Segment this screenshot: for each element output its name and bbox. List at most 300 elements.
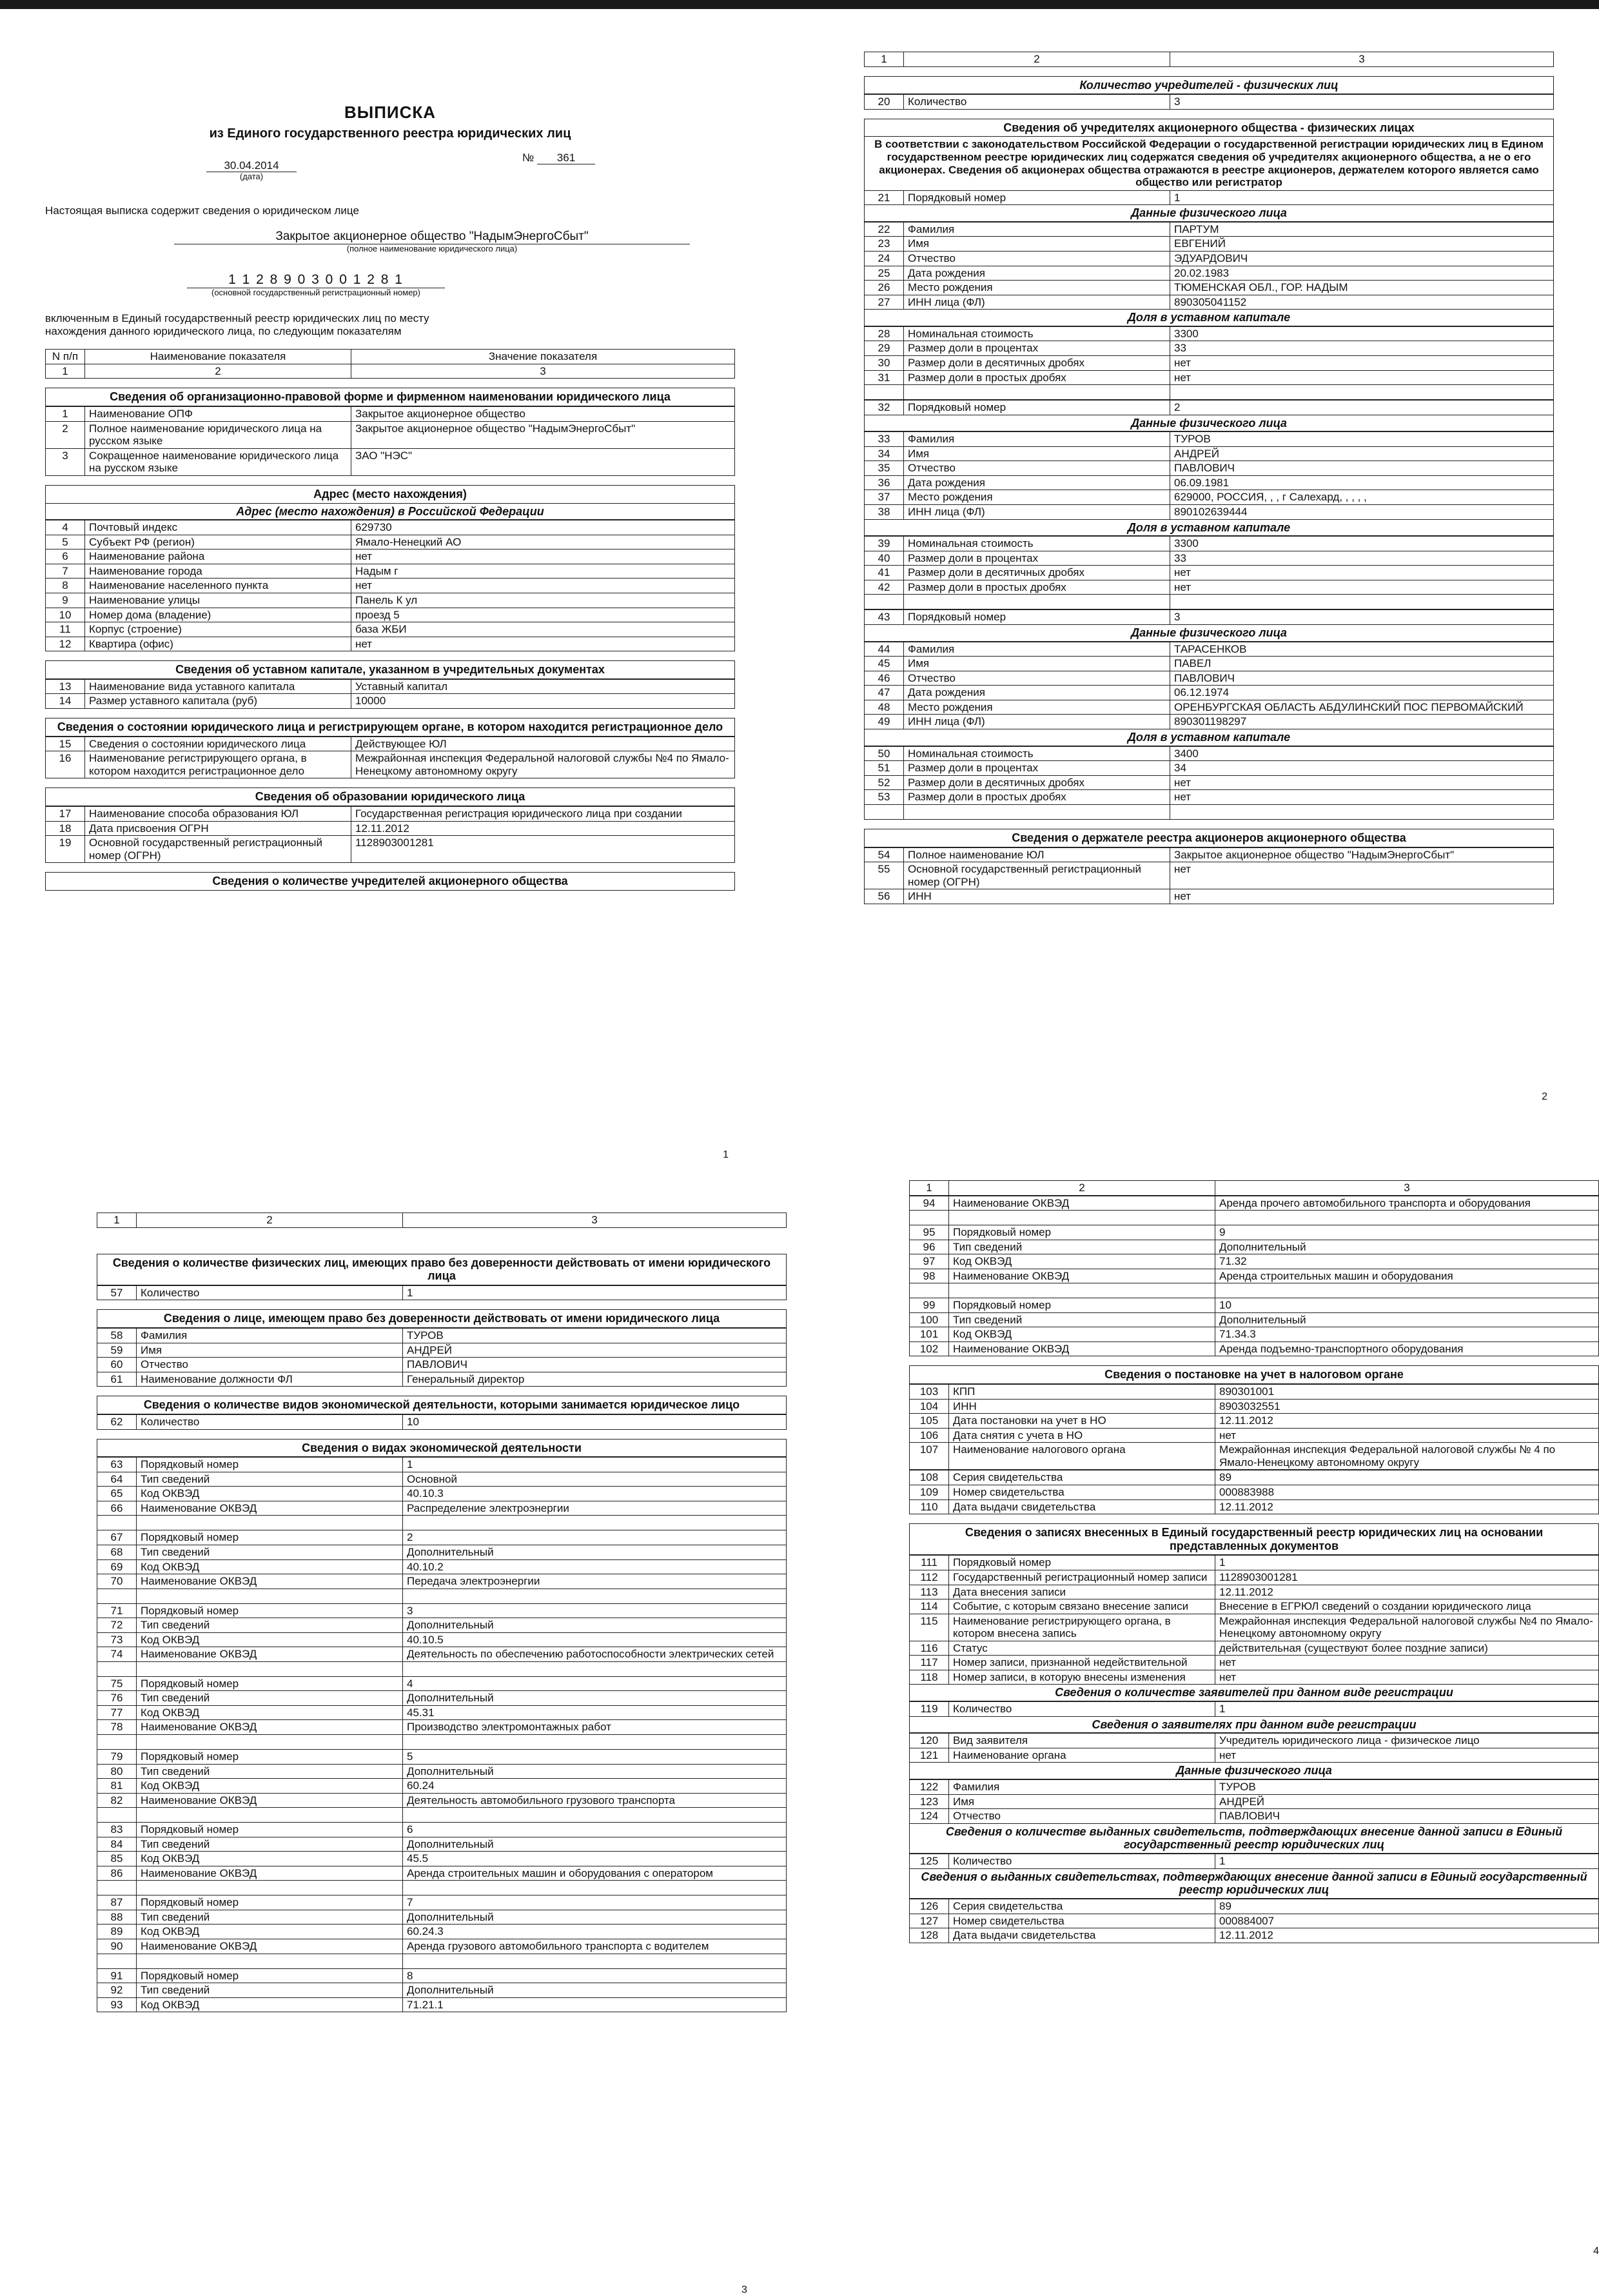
row-number: 93 bbox=[97, 1997, 137, 2012]
page-number: 2 bbox=[1542, 1091, 1547, 1102]
table-row bbox=[910, 1254, 1599, 1269]
row-label: Наименование улицы bbox=[85, 593, 351, 608]
row-number: 102 bbox=[910, 1341, 949, 1356]
row-number: 54 bbox=[865, 847, 904, 862]
row-value: нет bbox=[1215, 1670, 1599, 1685]
row-number: 75 bbox=[97, 1676, 137, 1691]
row-number: 55 bbox=[865, 862, 904, 889]
table-row bbox=[865, 355, 1554, 370]
section-title: Сведения о количестве учредителей акционерного общества bbox=[45, 872, 735, 891]
table-row bbox=[865, 847, 1554, 862]
row-number: 90 bbox=[97, 1939, 137, 1954]
row-label: Наименование ОКВЭД bbox=[949, 1196, 1215, 1211]
table-row bbox=[910, 1399, 1599, 1414]
row-label: Количество bbox=[949, 1854, 1215, 1869]
founder-order-table bbox=[864, 400, 1554, 415]
spacer-cell bbox=[904, 385, 1170, 400]
header-table bbox=[97, 1212, 787, 1228]
row-value: Аренда строительных машин и оборудования bbox=[1215, 1269, 1599, 1283]
table-row bbox=[865, 190, 1554, 205]
row-label: Фамилия bbox=[904, 432, 1170, 447]
row-value: Уставный капитал bbox=[351, 679, 735, 694]
row-value: 60.24.3 bbox=[403, 1925, 787, 1939]
row-number: 126 bbox=[910, 1899, 949, 1914]
row-value: ЗАО "НЭС" bbox=[351, 448, 735, 475]
row-number: 113 bbox=[910, 1585, 949, 1599]
row-value: Дополнительный bbox=[403, 1545, 787, 1560]
table-row bbox=[910, 1899, 1599, 1914]
row-label: Порядковый номер bbox=[137, 1458, 403, 1472]
row-label: Порядковый номер bbox=[949, 1298, 1215, 1313]
table-row bbox=[97, 1574, 787, 1589]
row-value: нет bbox=[1170, 580, 1554, 595]
table-row bbox=[910, 1298, 1599, 1313]
row-value: Закрытое акционерное общество "НадымЭнергоСбыт" bbox=[351, 421, 735, 448]
row-number: 14 bbox=[46, 694, 85, 709]
row-label: Наименование города bbox=[85, 564, 351, 579]
table-row bbox=[910, 1428, 1599, 1443]
row-value: 20.02.1983 bbox=[1170, 266, 1554, 281]
row-label: Наименование ОПФ bbox=[85, 407, 351, 422]
section-tax-registration bbox=[909, 1365, 1599, 1514]
row-label: Наименование регистрирующего органа, в котором внесена запись bbox=[949, 1614, 1215, 1641]
section-title: Сведения о видах экономической деятельности bbox=[97, 1439, 787, 1458]
row-label: Размер доли в десятичных дробях bbox=[904, 355, 1170, 370]
table-row bbox=[910, 1702, 1599, 1717]
row-label: Наименование ОКВЭД bbox=[949, 1341, 1215, 1356]
row-label: Количество bbox=[904, 95, 1170, 110]
row-label: Тип сведений bbox=[137, 1691, 403, 1706]
section-founders-count bbox=[864, 76, 1554, 110]
row-number: 53 bbox=[865, 790, 904, 805]
spacer-cell bbox=[865, 595, 904, 609]
table-row bbox=[910, 1443, 1599, 1470]
spacer-cell bbox=[403, 1735, 787, 1750]
col-number-3: 3 bbox=[1215, 1181, 1599, 1196]
row-label: Тип сведений bbox=[137, 1764, 403, 1779]
row-number: 2 bbox=[46, 421, 85, 448]
table-row bbox=[910, 1240, 1599, 1254]
row-label: Код ОКВЭД bbox=[137, 1559, 403, 1574]
row-value: 06.09.1981 bbox=[1170, 475, 1554, 490]
spacer-cell bbox=[97, 1808, 137, 1823]
row-number: 34 bbox=[865, 446, 904, 461]
row-value: 4 bbox=[403, 1676, 787, 1691]
row-label: Событие, с которым связано внесение записи bbox=[949, 1599, 1215, 1614]
row-value: 34 bbox=[1170, 761, 1554, 776]
row-value: 890301001 bbox=[1215, 1385, 1599, 1400]
table-row bbox=[910, 1641, 1599, 1656]
row-value: 40.10.3 bbox=[403, 1487, 787, 1501]
row-label: Номинальная стоимость bbox=[904, 326, 1170, 341]
row-label: Тип сведений bbox=[137, 1545, 403, 1560]
table-spacer bbox=[97, 1954, 787, 1968]
row-label: Наименование ОКВЭД bbox=[949, 1269, 1215, 1283]
page-number: 4 bbox=[1593, 2245, 1599, 2257]
row-number: 5 bbox=[46, 535, 85, 549]
row-label: Код ОКВЭД bbox=[949, 1327, 1215, 1342]
share-subtitle: Доля в уставном капитале bbox=[864, 520, 1554, 537]
table-row bbox=[865, 490, 1554, 505]
section-records bbox=[909, 1523, 1599, 1943]
row-value: 1 bbox=[1215, 1556, 1599, 1570]
row-number: 115 bbox=[910, 1614, 949, 1641]
table-row bbox=[865, 551, 1554, 566]
founders-list bbox=[864, 190, 1554, 820]
table-spacer bbox=[97, 1808, 787, 1823]
table-row bbox=[865, 610, 1554, 625]
row-number: 30 bbox=[865, 355, 904, 370]
row-value: 000883988 bbox=[1215, 1485, 1599, 1499]
table-row bbox=[865, 475, 1554, 490]
spacer-cell bbox=[97, 1588, 137, 1603]
row-value: 000884007 bbox=[1215, 1914, 1599, 1928]
row-label: Наименование вида уставного капитала bbox=[85, 679, 351, 694]
row-number: 71 bbox=[97, 1603, 137, 1618]
row-number: 12 bbox=[46, 637, 85, 651]
spacer-cell bbox=[97, 1881, 137, 1895]
row-value: Дополнительный bbox=[403, 1691, 787, 1706]
row-value: нет bbox=[1170, 355, 1554, 370]
table-row bbox=[46, 448, 735, 475]
row-value: 6 bbox=[403, 1823, 787, 1837]
row-number: 109 bbox=[910, 1485, 949, 1499]
row-number: 31 bbox=[865, 370, 904, 385]
row-value: 3 bbox=[1170, 95, 1554, 110]
row-number: 79 bbox=[97, 1750, 137, 1765]
row-label: Государственный регистрационный номер записи bbox=[949, 1570, 1215, 1585]
row-value: Дополнительный bbox=[1215, 1240, 1599, 1254]
row-value: ТЮМЕНСКАЯ ОБЛ., ГОР. НАДЫМ bbox=[1170, 281, 1554, 295]
row-value: ПАВЛОВИЧ bbox=[403, 1358, 787, 1372]
row-number: 106 bbox=[910, 1428, 949, 1443]
row-value: Аренда прочего автомобильного транспорта и оборудования bbox=[1215, 1196, 1599, 1211]
col-number-2: 2 bbox=[137, 1213, 403, 1228]
row-label: Наименование ОКВЭД bbox=[137, 1793, 403, 1808]
col-number-1: 1 bbox=[97, 1213, 137, 1228]
row-value: 89 bbox=[1215, 1470, 1599, 1485]
section-activities-count bbox=[97, 1396, 787, 1429]
row-label: Серия свидетельства bbox=[949, 1470, 1215, 1485]
table-row bbox=[865, 580, 1554, 595]
row-number: 76 bbox=[97, 1691, 137, 1706]
row-label: Тип сведений bbox=[137, 1837, 403, 1852]
data-table bbox=[909, 1899, 1599, 1943]
row-number: 62 bbox=[97, 1415, 137, 1430]
row-number: 10 bbox=[46, 608, 85, 622]
row-number: 127 bbox=[910, 1914, 949, 1928]
row-value: 1128903001281 bbox=[1215, 1570, 1599, 1585]
row-label: Размер доли в простых дробях bbox=[904, 790, 1170, 805]
table-row bbox=[46, 622, 735, 637]
row-number: 72 bbox=[97, 1618, 137, 1633]
row-label: Основной государственный регистрационный номер (ОГРН) bbox=[85, 836, 351, 863]
table-row bbox=[97, 1458, 787, 1472]
row-number: 39 bbox=[865, 537, 904, 551]
table-row bbox=[865, 862, 1554, 889]
row-label: Отчество bbox=[904, 461, 1170, 476]
section-title: Сведения о состоянии юридического лица и регистрирующем органе, в котором находится регистрационное дело bbox=[45, 718, 735, 737]
row-number: 18 bbox=[46, 821, 85, 836]
document-subtitle: из Единого государственного реестра юридических лиц bbox=[209, 126, 571, 141]
section-title: Адрес (место нахождения) bbox=[45, 485, 735, 504]
table-row bbox=[910, 1780, 1599, 1795]
row-value: Генеральный директор bbox=[403, 1372, 787, 1387]
row-value: Внесение в ЕГРЮЛ сведений о создании юридического лица bbox=[1215, 1599, 1599, 1614]
row-label: Дата присвоения ОГРН bbox=[85, 821, 351, 836]
row-number: 42 bbox=[865, 580, 904, 595]
number-label: № bbox=[522, 151, 535, 164]
section-title: Сведения об уставном капитале, указанном в учредительных документах bbox=[45, 660, 735, 679]
row-number: 51 bbox=[865, 761, 904, 776]
row-value: 2 bbox=[403, 1530, 787, 1545]
section-title: Сведения о держателе реестра акционеров акционерного общества bbox=[864, 829, 1554, 847]
row-label: Имя bbox=[904, 237, 1170, 252]
spacer-cell bbox=[904, 595, 1170, 609]
table-row bbox=[865, 370, 1554, 385]
table-spacer bbox=[97, 1881, 787, 1895]
data-table bbox=[97, 1285, 787, 1301]
row-number: 3 bbox=[46, 448, 85, 475]
row-value: Основной bbox=[403, 1472, 787, 1487]
row-value: Межрайонная инспекция Федеральной налоговой службы № 4 по Ямало-Ненецкому автономному округу bbox=[1215, 1443, 1599, 1470]
row-label: Наименование населенного пункта bbox=[85, 579, 351, 593]
section-subtitle: Сведения о выданных свидетельствах, подтверждающих внесение данной записи в Единый государственный реестр юридических лиц bbox=[909, 1869, 1599, 1899]
row-number: 94 bbox=[910, 1196, 949, 1211]
row-label: ИНН bbox=[904, 889, 1170, 904]
row-number: 37 bbox=[865, 490, 904, 505]
page-number: 1 bbox=[723, 1149, 729, 1160]
data-table bbox=[909, 1854, 1599, 1869]
row-number: 80 bbox=[97, 1764, 137, 1779]
row-label: Порядковый номер bbox=[137, 1676, 403, 1691]
extract-date: 30.04.2014 bbox=[206, 159, 297, 173]
row-label: Место рождения bbox=[904, 700, 1170, 715]
section-opf bbox=[45, 388, 735, 475]
row-value: 1128903001281 bbox=[351, 836, 735, 863]
table-row bbox=[46, 608, 735, 622]
row-value: Закрытое акционерное общество "НадымЭнергоСбыт" bbox=[1170, 847, 1554, 862]
row-value: 89 bbox=[1215, 1899, 1599, 1914]
section-note: В соответствии с законодательством Российской Федерации о государственной регистрации юридических лиц в Едином государственном реестре юридических лиц содержатся сведения об учредителях акционерного общества, а не о его акционерах. Сведения об акционерах общества отражаются в реестре акционеров, держателем которого является само общество или регистратор bbox=[864, 137, 1554, 190]
row-number: 59 bbox=[97, 1343, 137, 1358]
section-title: Сведения об образовании юридического лица bbox=[45, 787, 735, 806]
row-number: 6 bbox=[46, 549, 85, 564]
row-number: 57 bbox=[97, 1285, 137, 1300]
row-number: 98 bbox=[910, 1269, 949, 1283]
row-value: 5 bbox=[403, 1750, 787, 1765]
row-label: Имя bbox=[904, 446, 1170, 461]
row-number: 41 bbox=[865, 566, 904, 580]
row-number: 1 bbox=[46, 407, 85, 422]
row-label: Полное наименование юридического лица на русском языке bbox=[85, 421, 351, 448]
data-table bbox=[97, 1414, 787, 1430]
row-value: нет bbox=[351, 579, 735, 593]
table-row bbox=[97, 1501, 787, 1516]
row-value: 890305041152 bbox=[1170, 295, 1554, 310]
row-label: Фамилия bbox=[904, 642, 1170, 657]
page-1 bbox=[45, 103, 735, 1160]
spacer-cell bbox=[1170, 804, 1554, 819]
row-value: 10000 bbox=[351, 694, 735, 709]
row-label: Количество bbox=[137, 1415, 403, 1430]
row-number: 16 bbox=[46, 751, 85, 778]
row-value: Закрытое акционерное общество bbox=[351, 407, 735, 422]
row-value: 3300 bbox=[1170, 326, 1554, 341]
table-row bbox=[910, 1341, 1599, 1356]
table-row bbox=[910, 1485, 1599, 1499]
table-row bbox=[910, 1809, 1599, 1824]
row-number: 52 bbox=[865, 775, 904, 790]
row-label: Фамилия bbox=[137, 1329, 403, 1343]
table-spacer bbox=[97, 1588, 787, 1603]
row-number: 47 bbox=[865, 686, 904, 700]
row-number: 108 bbox=[910, 1470, 949, 1485]
row-label: Наименование органа bbox=[949, 1748, 1215, 1763]
table-row bbox=[865, 671, 1554, 686]
row-number: 21 bbox=[865, 190, 904, 205]
table-row bbox=[865, 790, 1554, 805]
row-number: 45 bbox=[865, 657, 904, 671]
row-label: Имя bbox=[949, 1794, 1215, 1809]
row-label: Отчество bbox=[137, 1358, 403, 1372]
table-row bbox=[910, 1225, 1599, 1240]
share-subtitle: Доля в уставном капитале bbox=[864, 729, 1554, 746]
col-number-3: 3 bbox=[403, 1213, 787, 1228]
row-value: 9 bbox=[1215, 1225, 1599, 1240]
row-value: Аренда грузового автомобильного транспорта с водителем bbox=[403, 1939, 787, 1954]
table-spacer bbox=[865, 385, 1554, 400]
row-value: 1 bbox=[403, 1285, 787, 1300]
row-label: Наименование ОКВЭД bbox=[137, 1720, 403, 1735]
founder-share-table bbox=[864, 536, 1554, 609]
row-number: 22 bbox=[865, 222, 904, 237]
row-label: Размер доли в простых дробях bbox=[904, 370, 1170, 385]
row-value: нет bbox=[1170, 862, 1554, 889]
header-table bbox=[45, 349, 735, 379]
table-row bbox=[97, 1545, 787, 1560]
row-label: Квартира (офис) bbox=[85, 637, 351, 651]
row-value: 45.31 bbox=[403, 1705, 787, 1720]
row-label: Тип сведений bbox=[949, 1240, 1215, 1254]
spacer-cell bbox=[949, 1283, 1215, 1298]
table-row bbox=[46, 637, 735, 651]
row-value: проезд 5 bbox=[351, 608, 735, 622]
header-table bbox=[909, 1180, 1599, 1196]
row-number: 87 bbox=[97, 1895, 137, 1910]
row-value: 1 bbox=[403, 1458, 787, 1472]
table-row bbox=[910, 1794, 1599, 1809]
row-label: ИНН лица (ФЛ) bbox=[904, 505, 1170, 520]
section-authorized-count bbox=[97, 1254, 787, 1301]
table-row bbox=[46, 807, 735, 822]
row-value: 12.11.2012 bbox=[1215, 1585, 1599, 1599]
founder-share-table bbox=[864, 746, 1554, 820]
row-number: 86 bbox=[97, 1866, 137, 1881]
table-row bbox=[97, 1910, 787, 1925]
table-row bbox=[97, 1764, 787, 1779]
founder-person-table bbox=[864, 222, 1554, 310]
table-row bbox=[97, 1632, 787, 1647]
row-number: 97 bbox=[910, 1254, 949, 1269]
row-label: КПП bbox=[949, 1385, 1215, 1400]
company-name: Закрытое акционерное общество "НадымЭнергоСбыт" bbox=[174, 230, 690, 244]
data-table bbox=[45, 679, 735, 709]
table-row bbox=[97, 1372, 787, 1387]
spacer-cell bbox=[137, 1954, 403, 1968]
row-number: 73 bbox=[97, 1632, 137, 1647]
data-table bbox=[909, 1733, 1599, 1763]
row-label: Номинальная стоимость bbox=[904, 537, 1170, 551]
section-formation bbox=[45, 787, 735, 863]
row-number: 23 bbox=[865, 237, 904, 252]
spacer-cell bbox=[137, 1588, 403, 1603]
row-label: Код ОКВЭД bbox=[949, 1254, 1215, 1269]
row-value: Аренда подъемно-транспортного оборудования bbox=[1215, 1341, 1599, 1356]
data-table bbox=[864, 94, 1554, 110]
row-number: 104 bbox=[910, 1399, 949, 1414]
row-value: Межрайонная инспекция Федеральной налоговой службы №4 по Ямало-Ненецкому автономному округу bbox=[1215, 1614, 1599, 1641]
spacer-cell bbox=[403, 1808, 787, 1823]
row-value: Производство электромонтажных работ bbox=[403, 1720, 787, 1735]
table-row bbox=[865, 657, 1554, 671]
row-label: Номер свидетельства bbox=[949, 1914, 1215, 1928]
row-value: 1 bbox=[1170, 190, 1554, 205]
document-title: ВЫПИСКА bbox=[344, 103, 437, 122]
row-number: 28 bbox=[865, 326, 904, 341]
row-number: 49 bbox=[865, 715, 904, 729]
row-value: ПАВЛОВИЧ bbox=[1215, 1809, 1599, 1824]
row-number: 122 bbox=[910, 1780, 949, 1795]
spacer-cell bbox=[403, 1954, 787, 1968]
row-number: 84 bbox=[97, 1837, 137, 1852]
row-label: Сокращенное наименование юридического лица на русском языке bbox=[85, 448, 351, 475]
row-value: АНДРЕЙ bbox=[403, 1343, 787, 1358]
data-table bbox=[909, 1779, 1599, 1824]
table-spacer bbox=[97, 1516, 787, 1530]
row-number: 7 bbox=[46, 564, 85, 579]
table-row bbox=[865, 295, 1554, 310]
row-value: 3 bbox=[403, 1603, 787, 1618]
row-label: Почтовый индекс bbox=[85, 520, 351, 535]
row-label: Дата постановки на учет в НО bbox=[949, 1414, 1215, 1429]
section-authorized-person bbox=[97, 1309, 787, 1387]
table-spacer bbox=[910, 1283, 1599, 1298]
row-number: 101 bbox=[910, 1327, 949, 1342]
founder-order-table bbox=[864, 190, 1554, 206]
row-value: ЭДУАРДОВИЧ bbox=[1170, 251, 1554, 266]
row-label: Размер доли в процентах bbox=[904, 761, 1170, 776]
row-label: Наименование должности ФЛ bbox=[137, 1372, 403, 1387]
row-number: 56 bbox=[865, 889, 904, 904]
row-number: 4 bbox=[46, 520, 85, 535]
col-number-1: 1 bbox=[865, 52, 904, 67]
row-number: 99 bbox=[910, 1298, 949, 1313]
header-table bbox=[864, 52, 1554, 67]
data-table bbox=[909, 1701, 1599, 1717]
row-label: Дата снятия с учета в НО bbox=[949, 1428, 1215, 1443]
table-row bbox=[97, 1618, 787, 1633]
table-row bbox=[97, 1866, 787, 1881]
row-value: ПАВЕЛ bbox=[1170, 657, 1554, 671]
table-spacer bbox=[910, 1211, 1599, 1225]
col-n-header: N п/п bbox=[46, 350, 85, 364]
row-number: 114 bbox=[910, 1599, 949, 1614]
row-label: Наименование налогового органа bbox=[949, 1443, 1215, 1470]
row-number: 26 bbox=[865, 281, 904, 295]
col-number-3: 3 bbox=[1170, 52, 1554, 67]
row-number: 83 bbox=[97, 1823, 137, 1837]
